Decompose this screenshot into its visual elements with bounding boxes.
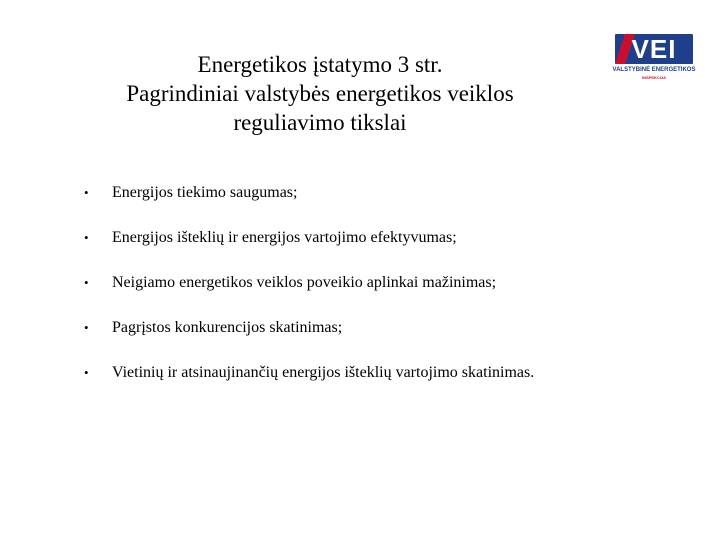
bullet-marker: • — [84, 320, 89, 335]
bullet-marker: • — [84, 230, 89, 245]
bullet-list — [84, 183, 684, 408]
bullet-item-4 — [84, 318, 684, 363]
bullet-text: Pagrįstos konkurencijos skatinimas; — [112, 319, 343, 336]
vei-logo — [612, 34, 696, 84]
bullet-item-5 — [84, 363, 684, 408]
bullet-text: Vietinių ir atsinaujinančių energijos išteklių vartojimo skatinimas. — [112, 364, 535, 381]
bullet-text: Energijos tiekimo saugumas; — [112, 184, 298, 201]
title-line-1: Energetikos įstatymo 3 str. — [197, 52, 443, 77]
bullet-item-1 — [84, 183, 684, 228]
logo-caption: VALSTYBINĖ ENERGETIKOS — [612, 67, 696, 73]
bullet-marker: • — [84, 275, 89, 290]
logo-wordmark: VEI — [631, 34, 677, 64]
title-line-2: Pagrindiniai valstybės energetikos veiklos — [126, 81, 514, 106]
bullet-text: Neigiamo energetikos veiklos poveikio aplinkai mažinimas; — [112, 274, 497, 291]
logo-subcaption: INSPEKCIJA — [641, 75, 666, 80]
bullet-text: Energijos išteklių ir energijos vartojimo efektyvumas; — [112, 229, 457, 246]
vei-logo-mark — [615, 34, 693, 64]
bullet-marker: • — [84, 185, 89, 200]
bullet-item-3 — [84, 273, 684, 318]
bullet-item-2 — [84, 228, 684, 273]
bullet-marker: • — [84, 365, 89, 380]
slide-title — [60, 50, 580, 137]
title-line-3: reguliavimo tikslai — [233, 110, 407, 135]
